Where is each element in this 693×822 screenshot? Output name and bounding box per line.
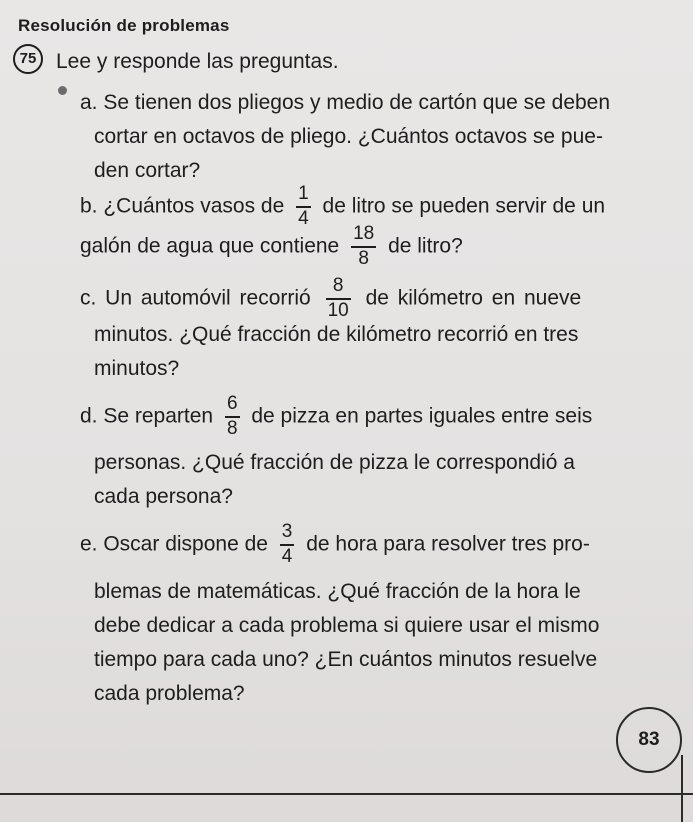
problem-c-text: de kilómetro en nueve	[365, 286, 582, 310]
problem-a-line: a. Se tienen dos pliegos y medio de cartón que se deben	[80, 91, 611, 114]
fraction-numerator: 1	[298, 183, 309, 204]
fraction-three-quarters	[280, 522, 295, 568]
problem-e-line: cada problema?	[94, 682, 245, 705]
page-bottom-rule	[0, 793, 693, 795]
problem-d-text: d. Se reparten	[80, 404, 214, 428]
problem-e-text: de hora para resolver tres pro-	[306, 532, 590, 556]
problem-e-line-1	[80, 522, 590, 568]
problem-c-line-1	[80, 276, 581, 322]
problem-a	[80, 86, 610, 188]
problem-e-line: tiempo para cada uno? ¿En cuántos minutos resuelve	[94, 648, 598, 671]
problem-b-line-1	[80, 184, 605, 230]
bullet-dot-icon	[58, 86, 67, 95]
section-title: Resolución de problemas	[18, 16, 230, 35]
page-vertical-rule	[681, 755, 683, 822]
problem-d-text: de pizza en partes iguales entre seis	[251, 404, 593, 428]
problem-d-line-1	[80, 394, 592, 440]
fraction-numerator: 8	[332, 275, 344, 296]
problem-d-rest	[94, 446, 575, 514]
problem-c-text: c. Un automóvil recorrió	[80, 286, 311, 310]
problem-e-text: e. Oscar dispone de	[80, 532, 268, 556]
fraction-denominator: 8	[226, 417, 238, 439]
problem-b-text: b. ¿Cuántos vasos de	[80, 194, 285, 218]
fraction-numerator: 18	[353, 223, 375, 244]
fraction-six-eighths	[225, 394, 240, 440]
problem-a-line: cortar en octavos de pliego. ¿Cuántos octavos se pue-	[94, 125, 603, 148]
problem-e-line: blemas de matemáticas. ¿Qué fracción de la hora le	[94, 580, 581, 603]
page-number: 83	[616, 707, 682, 773]
exercise-number-badge: 75	[13, 44, 43, 74]
problem-e-rest	[94, 575, 599, 711]
problem-e-line: debe dedicar a cada problema si quiere usar el mismo	[94, 614, 600, 637]
problem-d-line: personas. ¿Qué fracción de pizza le correspondió a	[94, 451, 575, 474]
fraction-numerator: 3	[281, 521, 293, 542]
problem-b-text: de litro?	[388, 234, 463, 258]
problem-b-line-2	[80, 224, 463, 270]
problem-c-rest	[94, 318, 578, 386]
problem-a-line: den cortar?	[94, 159, 201, 182]
fraction-eighteen-eighths	[351, 224, 376, 270]
problem-c-line: minutos?	[94, 357, 180, 380]
problem-b-text: galón de agua que contiene	[80, 234, 340, 258]
fraction-denominator: 4	[281, 545, 293, 567]
fraction-denominator: 10	[327, 299, 349, 321]
problem-c-line: minutos. ¿Qué fracción de kilómetro recorrió en tres	[94, 323, 579, 346]
problem-d-line: cada persona?	[94, 485, 233, 508]
problem-b-text: de litro se pueden servir de un	[322, 194, 606, 218]
fraction-eight-tenths	[326, 276, 351, 322]
fraction-numerator: 6	[226, 393, 238, 414]
fraction-denominator: 4	[298, 207, 309, 229]
fraction-one-quarter	[296, 184, 311, 230]
instruction-text: Lee y responde las preguntas.	[56, 50, 339, 73]
fraction-denominator: 8	[358, 247, 369, 269]
